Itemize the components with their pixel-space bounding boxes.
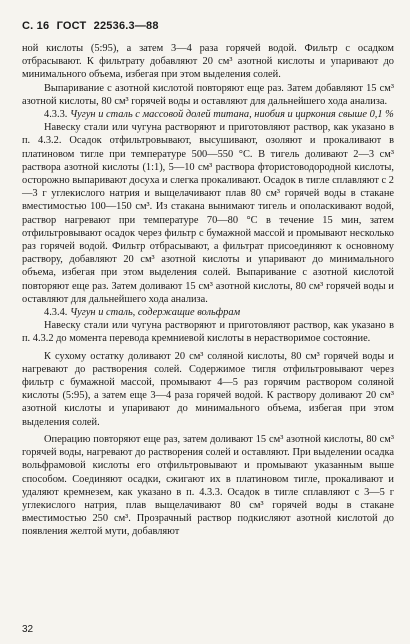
page-footer-number: 32	[22, 624, 34, 635]
paragraph-continuation: ной кислоты (5:95), а затем 3—4 раза горячей водой. Фильтр с осадком отбрасывают. К фильтрату добавляют 20 см³ азотной кислоты и упаривают до минимального объема, избегая при этом выделения солей.	[22, 43, 394, 81]
paragraph: Операцию повторяют еще раз, затем доливают 15 см³ азотной кислоты, 80 см³ горячей воды, нагревают до растворения солей и оставляют. При выделении осадка вольфрамовой кислоты его отфильтровывают и промывают указанным выше способом. Соединяют осадки, сжигают их в платиновом тигле, прокаливают и удаляют кремнезем, как указано в п. 4.3.3. Осадок в тигле сплавляют с 3—5 г углекислого натрия, плав выщелачивают 80 см³ горячей воды в стакане вместимостью 250 см³. Прозрачный раствор подкисляют азотной кислотой до появления желтой мути, добавляют	[22, 433, 394, 538]
page-header	[22, 20, 163, 32]
document-body	[22, 42, 394, 539]
section-number: 4.3.3.	[44, 109, 68, 121]
header-page-number: С. 16	[22, 20, 50, 32]
paragraph: Навеску стали или чугуна растворяют и приготовляют раствор, как указано в п. 4.3.2 до момента перевода кремниевой кислоты в нерастворимое состояние.	[22, 320, 394, 345]
section-heading	[22, 306, 394, 319]
section-heading	[22, 108, 394, 121]
paragraph: К сухому остатку доливают 20 см³ соляной кислоты, 80 см³ горячей воды и нагревают до растворения солей. Содержимое тигля отфильтровывают через фильтр с бумажной массой, промывают 4—5 раз горячим раствором соляной кислоты (5:95), а затем еще 3—4 раза горячей водой. К раствору доливают 20 см³ азотной кислоты и упаривают до минимального объема, избегая при этом выделения солей.	[22, 350, 394, 428]
paragraph: Выпаривание с азотной кислотой повторяют еще раз. Затем добавляют 15 см³ азотной кислоты, 80 см³ горячей воды и оставляют для дальнейшего хода анализа.	[22, 82, 394, 107]
header-standard: ГОСТ	[56, 20, 87, 32]
section-title: Чугун и сталь с массовой долей титана, ниобия и циркония свыше 0,1 %	[70, 109, 394, 121]
section-title: Чугун и сталь, содержащие вольфрам	[70, 307, 241, 319]
paragraph: Навеску стали или чугуна растворяют и приготовляют раствор, как указано в п. 4.3.2. Осадок отфильтровывают, высушивают, озоляют и прокаливают в платиновом тигле при температуре 500—550 °С. В тигель доливают 2—3 см³ раствора азотной кислоты (1:1), 5—10 см³ раствора фтористоводородной кислоты, осторожно выпаривают досуха и слегка прокаливают. Осадок в тигле сплавляют с 2—3 г углекислого натрия и выщелачивают плав 80 см³ горячей воды в стакане вместимостью 100—150 см³. Из стакана вынимают тигель и ополаскивают водой, раствор нагревают при температуре 70—80 °С в течение 15 мин, затем отфильтровывают осадок через фильтр с бумажной массой и промывают несколько раз горячей водой. Фильтр отбрасывают, а фильтрат присоединяют к основному раствору, добавляют 20 см³ азотной кислоты и упаривают до минимального объема, избегая при этом выделения солей. Выпаривание с азотной кислотой повторяют еще раз. Затем доливают 15 см³ азотной кислоты, 80 см³ горячей воды и оставляют для дальнейшего хода анализа.	[22, 122, 394, 305]
header-standard-number: 22536.3—88	[93, 20, 159, 32]
section-number: 4.3.4.	[44, 307, 68, 319]
